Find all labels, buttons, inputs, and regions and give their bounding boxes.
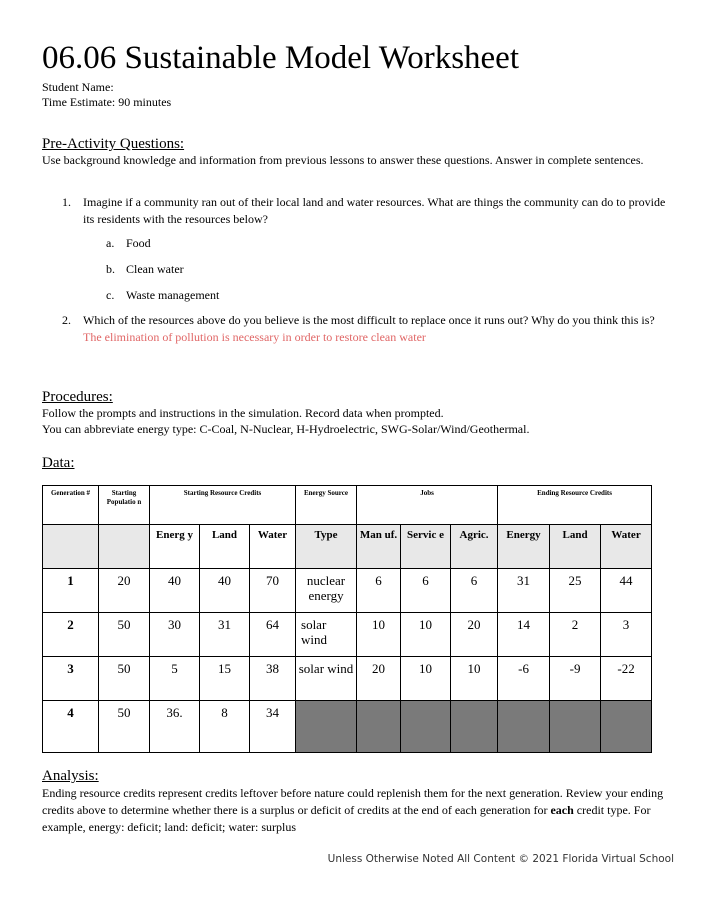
header-starting-credits: Starting Resource Credits [150,486,296,525]
cell-disabled [451,701,498,753]
header-type: Type [296,525,357,569]
cell-disabled [357,701,401,753]
cell-generation[interactable]: 3 [43,657,99,701]
question-2-text: Which of the resources above do you believe is the most difficult to replace once it runs out? Why do you think this is? [83,313,655,327]
header-generation: Generation # [43,486,99,525]
analysis-bold-word: each [550,803,574,817]
page-title: 06.06 Sustainable Model Worksheet [42,40,520,76]
header-energy-source: Energy Source [296,486,357,525]
cell-start-energy[interactable]: 36. [150,701,200,753]
cell-end-water[interactable]: 44 [601,569,652,613]
cell-end-land[interactable]: -9 [550,657,601,701]
header-start-energy: Energ y [150,525,200,569]
cell-start-water[interactable]: 38 [250,657,296,701]
analysis-text [42,785,672,836]
header-end-water: Water [601,525,652,569]
cell-energy-type[interactable]: solar wind [296,657,357,701]
data-table [42,485,652,753]
cell-end-water[interactable]: 3 [601,613,652,657]
cell-energy-type[interactable]: solar wind [296,613,357,657]
cell-generation[interactable]: 1 [43,569,99,613]
analysis-heading: Analysis: [42,768,99,784]
subitem-letter: b. [106,262,115,276]
subitem-text: Waste management [126,288,220,302]
header-blank-cell [43,525,99,569]
table-row [43,657,652,701]
cell-agric[interactable]: 6 [451,569,498,613]
table-row [43,569,652,613]
table-row [43,701,652,753]
subitem-text: Food [126,236,151,250]
table-row [43,613,652,657]
cell-start-energy[interactable]: 40 [150,569,200,613]
question-1-text: Imagine if a community ran out of their local land and water resources. What are things the community can do to provide its residents with the resources below? [83,195,666,226]
procedures-line-1: Follow the prompts and instructions in the simulation. Record data when prompted. [42,406,444,420]
cell-manuf[interactable]: 6 [357,569,401,613]
time-estimate: Time Estimate: 90 minutes [42,95,172,109]
cell-start-land[interactable]: 40 [200,569,250,613]
cell-start-water[interactable]: 64 [250,613,296,657]
procedures-line-2: You can abbreviate energy type: C-Coal, N-Nuclear, H-Hydroelectric, SWG-Solar/Wind/Geothermal. [42,422,530,436]
cell-manuf[interactable]: 20 [357,657,401,701]
cell-generation[interactable]: 4 [43,701,99,753]
subitem-letter: a. [106,236,115,250]
cell-end-land[interactable]: 2 [550,613,601,657]
cell-generation[interactable]: 2 [43,613,99,657]
question-1-number: 1. [62,195,71,209]
subitem-waste-management [106,288,219,303]
cell-agric[interactable]: 10 [451,657,498,701]
analysis-text-part-2: credit type. For example, energy: deficit; land: deficit; water: surplus [42,803,651,834]
cell-population[interactable]: 50 [99,657,150,701]
subitem-food [106,236,151,251]
cell-start-land[interactable]: 15 [200,657,250,701]
cell-disabled [550,701,601,753]
question-2-number: 2. [62,313,71,327]
cell-disabled [498,701,550,753]
question-2-answer[interactable]: The elimination of pollution is necessary in order to restore clean water [83,330,426,344]
table-header-row-2 [43,525,652,569]
cell-end-energy[interactable]: -6 [498,657,550,701]
cell-disabled [296,701,357,753]
analysis-text-part-1: Ending resource credits represent credits leftover before nature could replenish them for the next generation. Review your ending credits above to determine whether there is a surplus or deficit of credits at the end of each generation for [42,786,664,817]
subitem-text: Clean water [126,262,184,276]
cell-service[interactable]: 10 [401,613,451,657]
table-header-row-1 [43,486,652,525]
cell-end-energy[interactable]: 31 [498,569,550,613]
cell-population[interactable]: 50 [99,701,150,753]
cell-start-energy[interactable]: 5 [150,657,200,701]
cell-disabled [601,701,652,753]
cell-end-land[interactable]: 25 [550,569,601,613]
header-manuf: Man uf. [357,525,401,569]
question-1 [62,194,672,228]
header-start-land: Land [200,525,250,569]
procedures-heading: Procedures: [42,389,113,405]
student-name-label: Student Name: [42,80,114,94]
pre-activity-heading: Pre-Activity Questions: [42,136,185,152]
data-heading: Data: [42,455,75,471]
subitem-letter: c. [106,288,115,302]
header-jobs: Jobs [357,486,498,525]
cell-start-water[interactable]: 34 [250,701,296,753]
header-service: Servic e [401,525,451,569]
cell-start-water[interactable]: 70 [250,569,296,613]
pre-activity-intro: Use background knowledge and information from previous lessons to answer these questions. Answer in complete sentences. [42,153,644,167]
cell-population[interactable]: 20 [99,569,150,613]
header-blank-cell [99,525,150,569]
cell-start-land[interactable]: 31 [200,613,250,657]
cell-start-land[interactable]: 8 [200,701,250,753]
footer-copyright: Unless Otherwise Noted All Content © 2021 Florida Virtual School [327,853,674,865]
cell-disabled [401,701,451,753]
cell-population[interactable]: 50 [99,613,150,657]
cell-end-water[interactable]: -22 [601,657,652,701]
header-end-energy: Energy [498,525,550,569]
header-ending-credits: Ending Resource Credits [498,486,652,525]
cell-energy-type[interactable]: nuclear energy [296,569,357,613]
cell-service[interactable]: 10 [401,657,451,701]
header-start-water: Water [250,525,296,569]
header-agric: Agric. [451,525,498,569]
header-end-land: Land [550,525,601,569]
cell-agric[interactable]: 20 [451,613,498,657]
cell-start-energy[interactable]: 30 [150,613,200,657]
cell-end-energy[interactable]: 14 [498,613,550,657]
header-starting-population: Starting Populatio n [99,486,150,525]
cell-service[interactable]: 6 [401,569,451,613]
cell-manuf[interactable]: 10 [357,613,401,657]
subitem-clean-water [106,262,184,277]
question-2 [62,312,672,346]
